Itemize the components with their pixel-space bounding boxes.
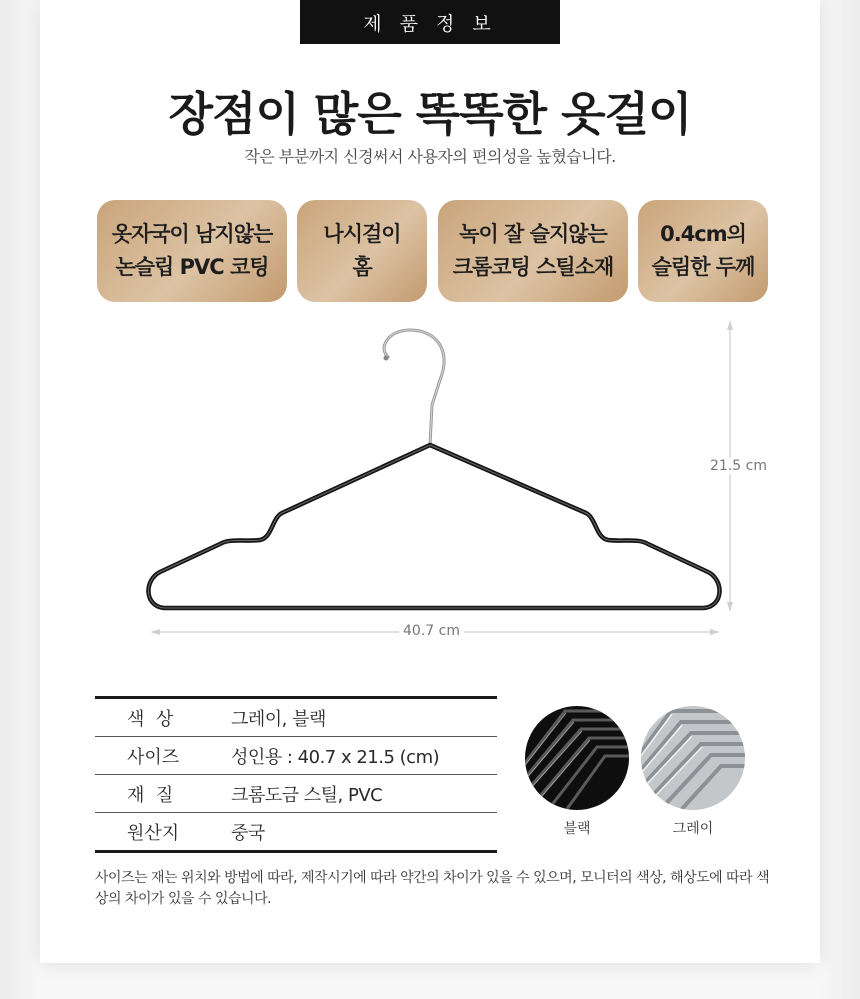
black-color-swatch: [525, 706, 629, 810]
spec-label: 색 상: [95, 698, 231, 737]
hanger-illustration-area: [40, 310, 820, 650]
section-tab: 제 품 정 보: [300, 0, 560, 44]
gray-hanger-closeup: [641, 706, 745, 810]
spec-label: 원산지: [127, 822, 180, 844]
feature-label: 옷자국이 남지않는 논슬립 PVC 코팅: [111, 222, 273, 279]
hanger-hook: [384, 330, 444, 445]
spec-table: [95, 696, 497, 853]
table-row: [95, 775, 497, 813]
feature-label: 나시걸이 홈: [323, 222, 401, 279]
spec-value: 그레이, 블랙: [231, 698, 497, 737]
feature-badge-chrome: [438, 200, 628, 302]
page-title: 장점이 많은 똑똑한 옷걸이: [168, 87, 692, 141]
table-row: [95, 737, 497, 775]
spec-label: 사이즈: [95, 737, 231, 775]
spec-value: 중국: [231, 822, 265, 844]
hanger-illustration: [40, 310, 820, 650]
feature-label: 녹이 잘 슬지않는 크롬코팅 스틸소재: [452, 222, 614, 279]
black-hanger-closeup: [525, 706, 629, 810]
spec-label: 재 질: [95, 775, 231, 813]
table-row: [95, 813, 497, 852]
arrow-left-icon: [150, 629, 160, 635]
gray-color-swatch: [641, 706, 745, 810]
spec-value: 성인용 : 40.7 x 21.5 (cm): [231, 737, 497, 775]
width-dimension-label: 40.7 cm: [399, 623, 464, 639]
spec-value: 크롬도금 스틸, PVC: [231, 775, 497, 813]
disclaimer-note: 사이즈는 재는 위치와 방법에 따라, 제작시기에 따라 약간의 차이가 있을 수 있으며, 모니터의 색상, 해상도에 따라 색상의 차이가 있을 수 있습니다.: [95, 870, 770, 907]
feature-label: 0.4cm의 슬림한 두께: [651, 222, 755, 279]
hanger-body: [148, 445, 719, 608]
arrow-up-icon: [727, 320, 733, 330]
page-subtitle: 작은 부분까지 신경써서 사용자의 편의성을 높혔습니다.: [244, 147, 616, 166]
arrow-right-icon: [710, 629, 720, 635]
product-info-card: [40, 0, 820, 963]
feature-badge-slim: [638, 200, 768, 302]
color-label-black: 블랙: [563, 821, 591, 837]
feature-badge-notch: [297, 200, 427, 302]
feature-badge-nonslip: [97, 200, 287, 302]
color-label-gray: 그레이: [672, 821, 714, 837]
arrow-down-icon: [727, 602, 733, 612]
height-dimension-label: 21.5 cm: [706, 458, 771, 474]
table-row: [95, 698, 497, 737]
